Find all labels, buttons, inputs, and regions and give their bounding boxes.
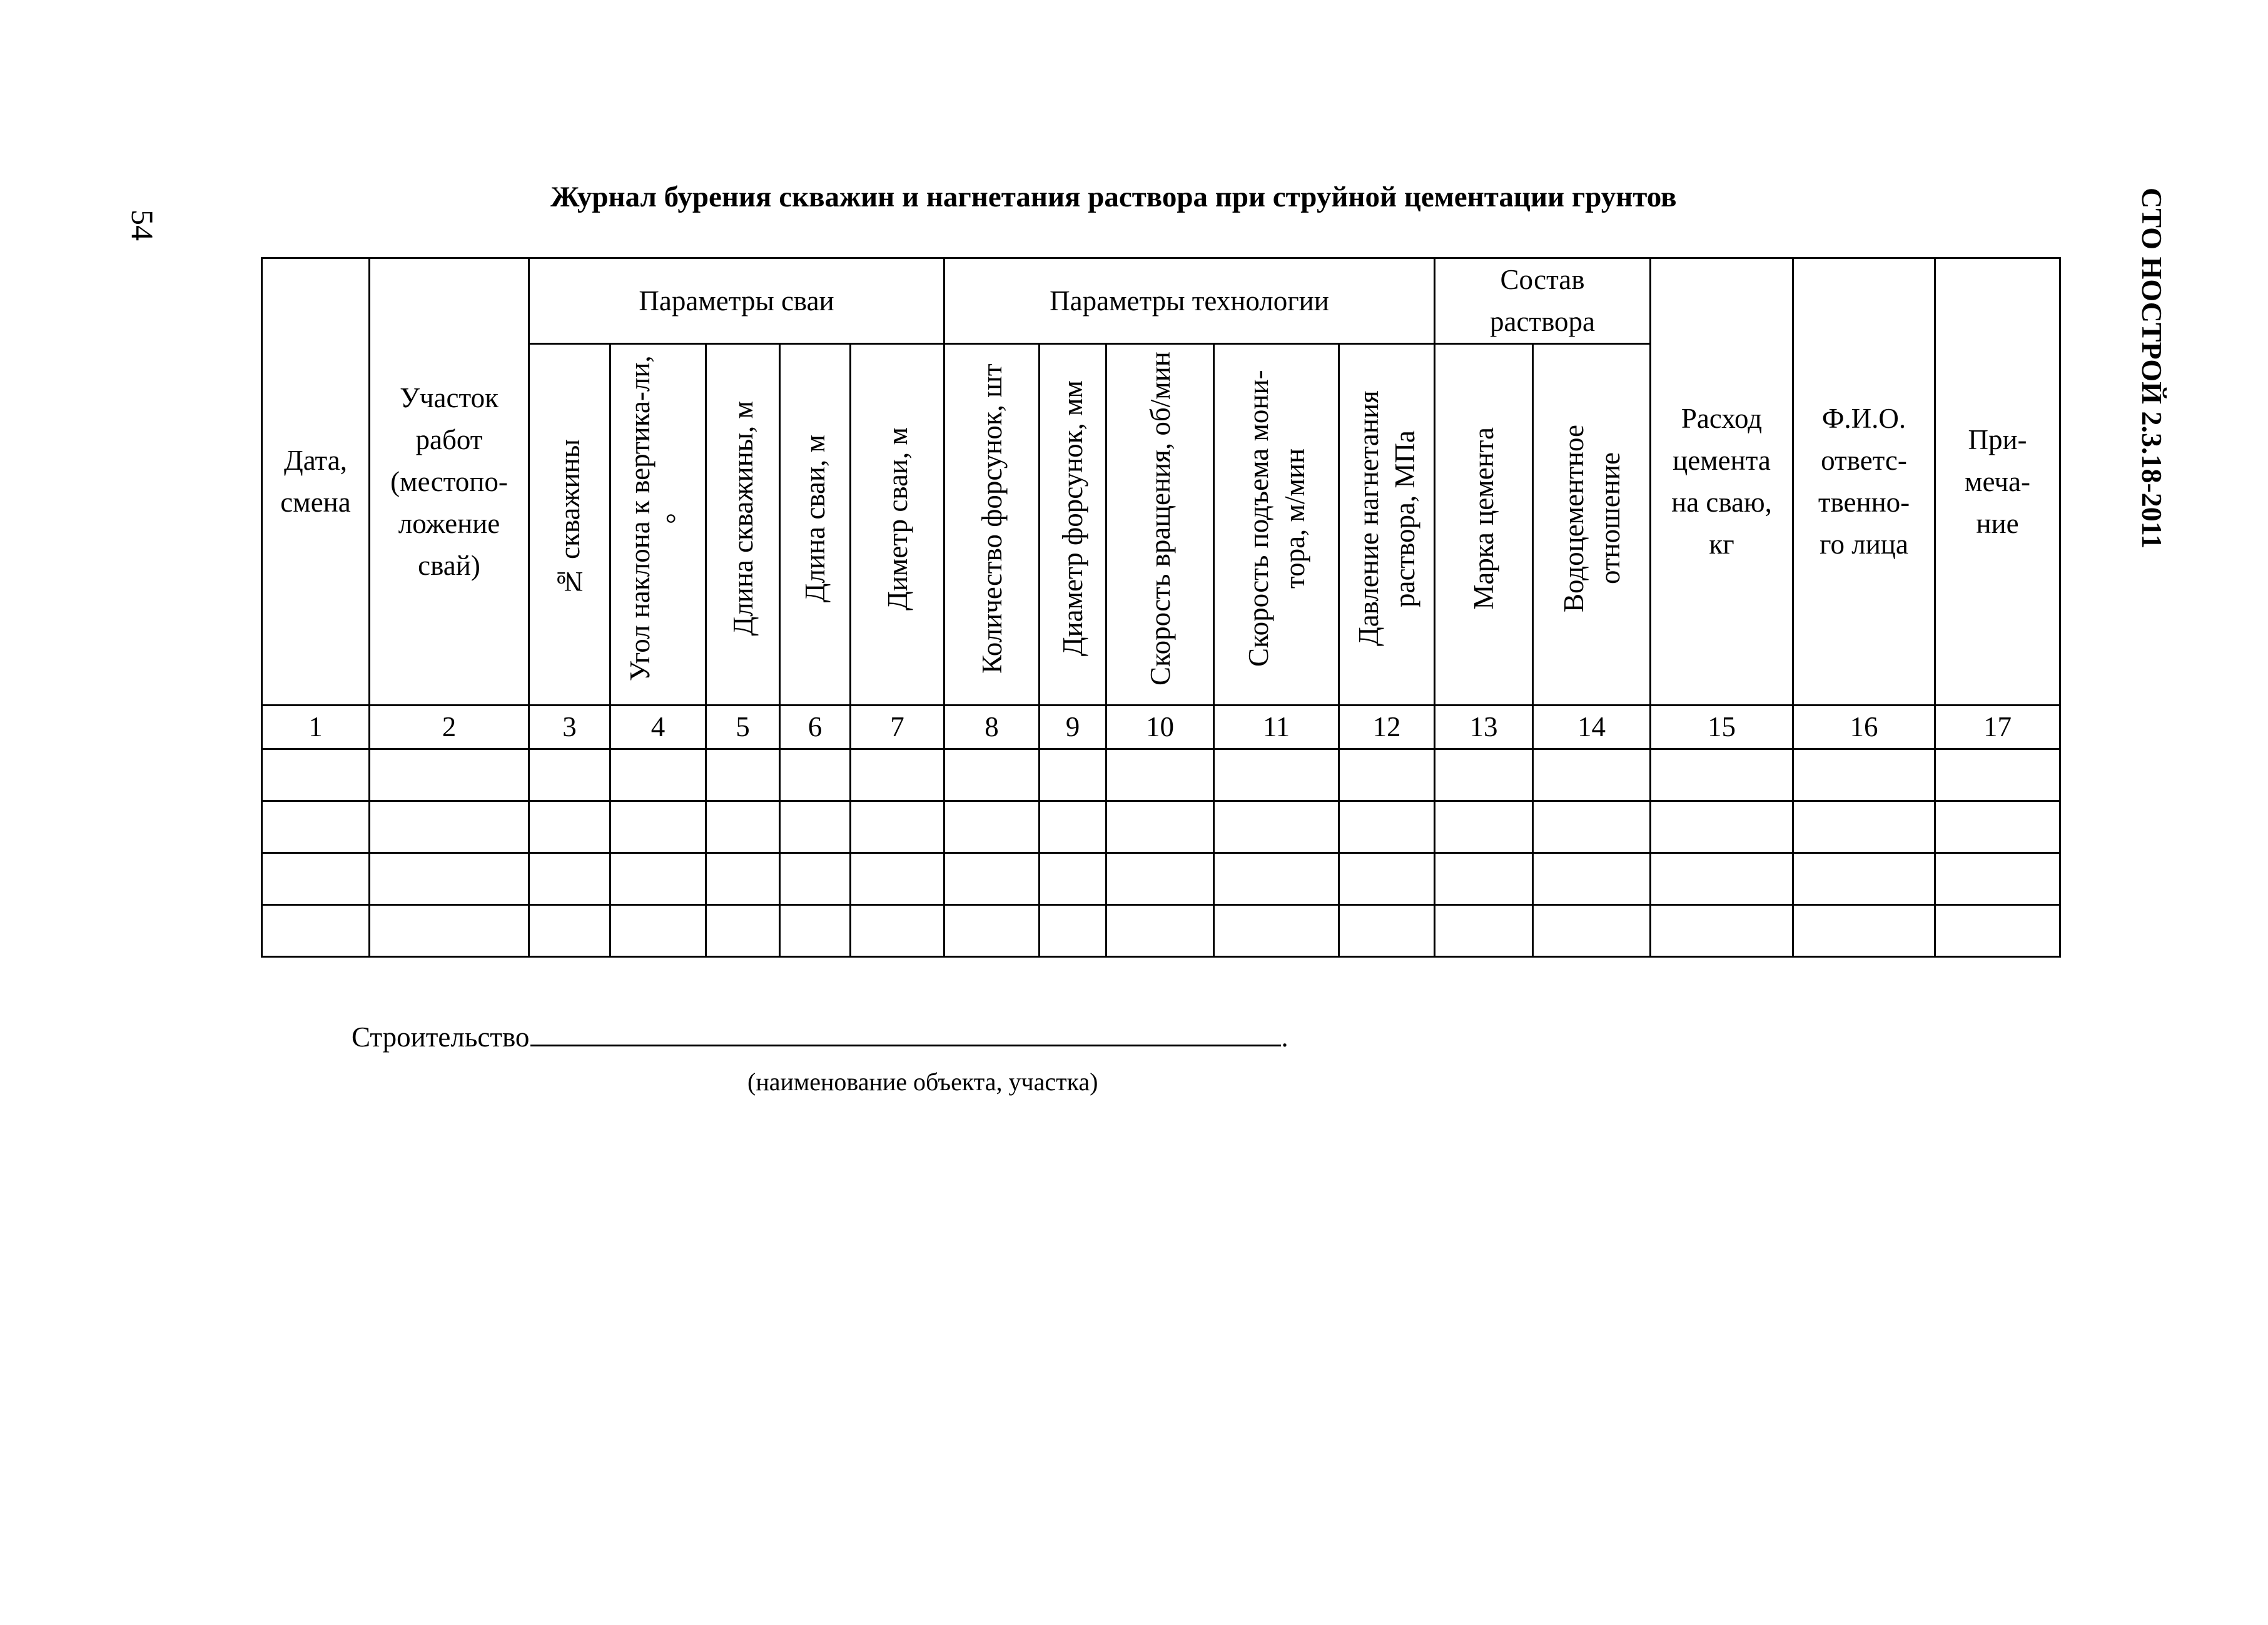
table-cell <box>706 801 780 853</box>
column-number: 9 <box>1040 706 1106 749</box>
column-number: 6 <box>780 706 851 749</box>
table-cell <box>1935 853 2060 905</box>
table-cell <box>1651 801 1793 853</box>
header-cement-grade: Марка цемента <box>1435 344 1533 706</box>
group-tech-params: Параметры технологии <box>944 258 1435 344</box>
table-cell <box>1435 905 1533 957</box>
table-cell <box>1793 905 1935 957</box>
header-person: Ф.И.О. ответс-твенно-го лица <box>1793 258 1935 706</box>
group-mortar: Состав раствора <box>1435 258 1651 344</box>
table-cell <box>1106 801 1214 853</box>
header-pile-diam: Диметр сваи, м <box>851 344 944 706</box>
table-cell <box>1793 749 1935 801</box>
table-cell <box>262 905 370 957</box>
table-cell <box>1793 801 1935 853</box>
table-cell <box>610 801 706 853</box>
table-cell <box>1651 749 1793 801</box>
table-cell <box>1435 801 1533 853</box>
table-cell <box>610 853 706 905</box>
table-cell <box>1339 905 1435 957</box>
table-cell <box>1214 749 1339 801</box>
journal-table <box>261 257 2061 958</box>
table-cell <box>1040 853 1106 905</box>
table-cell <box>1040 905 1106 957</box>
table-cell <box>262 801 370 853</box>
table-cell <box>1935 801 2060 853</box>
construction-end: . <box>1281 1021 1288 1053</box>
table-row <box>262 853 2060 905</box>
header-pressure: Давление нагнетания раствора, МПа <box>1339 344 1435 706</box>
journal-title: Журнал бурения скважин и нагнетания раствора при струйной цементации грунтов <box>550 181 1677 213</box>
table-cell <box>1533 749 1651 801</box>
table-cell <box>944 801 1040 853</box>
column-number: 8 <box>944 706 1040 749</box>
header-date: Дата, смена <box>262 258 370 706</box>
table-cell <box>1533 801 1651 853</box>
column-number: 13 <box>1435 706 1533 749</box>
column-number: 7 <box>851 706 944 749</box>
header-nozzle-diam: Диаметр форсунок, мм <box>1040 344 1106 706</box>
table-cell <box>262 749 370 801</box>
table-cell <box>1040 801 1106 853</box>
table-cell <box>1533 905 1651 957</box>
header-consumption: Расход цемента на сваю, кг <box>1651 258 1793 706</box>
table-cell <box>780 801 851 853</box>
table-cell <box>529 853 610 905</box>
standard-code: СТО НОСТРОЙ 2.3.18-2011 <box>2136 188 2168 549</box>
header-notes: При-меча-ние <box>1935 258 2060 706</box>
header-lift-speed: Скорость подъема мони-тора, м/мин <box>1214 344 1339 706</box>
page-number: 54 <box>125 210 160 241</box>
table-cell <box>529 749 610 801</box>
table-cell <box>370 853 529 905</box>
column-numbers-row <box>262 706 2060 749</box>
table-cell <box>706 905 780 957</box>
table-cell <box>1339 801 1435 853</box>
header-site: Участок работ (местопо-ложение свай) <box>370 258 529 706</box>
table-cell <box>1106 905 1214 957</box>
table-cell <box>780 853 851 905</box>
table-cell <box>610 749 706 801</box>
construction-blank-field <box>530 1013 1281 1046</box>
header-rot-speed: Скорость вращения, об/мин <box>1106 344 1214 706</box>
column-number: 16 <box>1793 706 1935 749</box>
table-cell <box>1214 853 1339 905</box>
column-number: 3 <box>529 706 610 749</box>
table-cell <box>944 749 1040 801</box>
header-well-len: Длина скважины, м <box>706 344 780 706</box>
header-wc-ratio: Водоцементное отношение <box>1533 344 1651 706</box>
table-cell <box>1339 853 1435 905</box>
table-cell <box>1040 749 1106 801</box>
table-cell <box>1214 905 1339 957</box>
table-cell <box>780 749 851 801</box>
table-cell <box>370 801 529 853</box>
column-number: 17 <box>1935 706 2060 749</box>
construction-label: Строительство <box>352 1021 530 1053</box>
table-cell <box>1793 853 1935 905</box>
table-cell <box>529 801 610 853</box>
table-cell <box>1435 853 1533 905</box>
table-cell <box>851 801 944 853</box>
table-cell <box>1339 749 1435 801</box>
table-cell <box>851 749 944 801</box>
table-cell <box>610 905 706 957</box>
table-cell <box>370 749 529 801</box>
group-pile-params: Параметры сваи <box>529 258 944 344</box>
column-number: 4 <box>610 706 706 749</box>
table-cell <box>1935 749 2060 801</box>
object-caption: (наименование объекта, участка) <box>747 1068 1098 1096</box>
table-cell <box>1935 905 2060 957</box>
table-cell <box>1214 801 1339 853</box>
table-row <box>262 905 2060 957</box>
table-cell <box>944 853 1040 905</box>
table-row <box>262 801 2060 853</box>
column-number: 5 <box>706 706 780 749</box>
header-well-no: № скважины <box>529 344 610 706</box>
column-number: 14 <box>1533 706 1651 749</box>
table-cell <box>529 905 610 957</box>
table-cell <box>944 905 1040 957</box>
column-number: 2 <box>370 706 529 749</box>
table-cell <box>370 905 529 957</box>
table-cell <box>706 749 780 801</box>
column-number: 15 <box>1651 706 1793 749</box>
table-cell <box>1651 853 1793 905</box>
table-cell <box>1106 853 1214 905</box>
column-number: 11 <box>1214 706 1339 749</box>
table-cell <box>851 853 944 905</box>
table-cell <box>851 905 944 957</box>
header-nozzle-qty: Количество форсунок, шт <box>944 344 1040 706</box>
table-row <box>262 749 2060 801</box>
construction-line <box>352 1013 1327 1057</box>
column-number: 12 <box>1339 706 1435 749</box>
table-cell <box>262 853 370 905</box>
table-cell <box>780 905 851 957</box>
table-cell <box>706 853 780 905</box>
header-pile-len: Длина сваи, м <box>780 344 851 706</box>
column-number: 1 <box>262 706 370 749</box>
table-cell <box>1651 905 1793 957</box>
header-angle: Угол наклона к вертика-ли, ° <box>610 344 706 706</box>
column-number: 10 <box>1106 706 1214 749</box>
table-cell <box>1533 853 1651 905</box>
table-cell <box>1435 749 1533 801</box>
table-cell <box>1106 749 1214 801</box>
